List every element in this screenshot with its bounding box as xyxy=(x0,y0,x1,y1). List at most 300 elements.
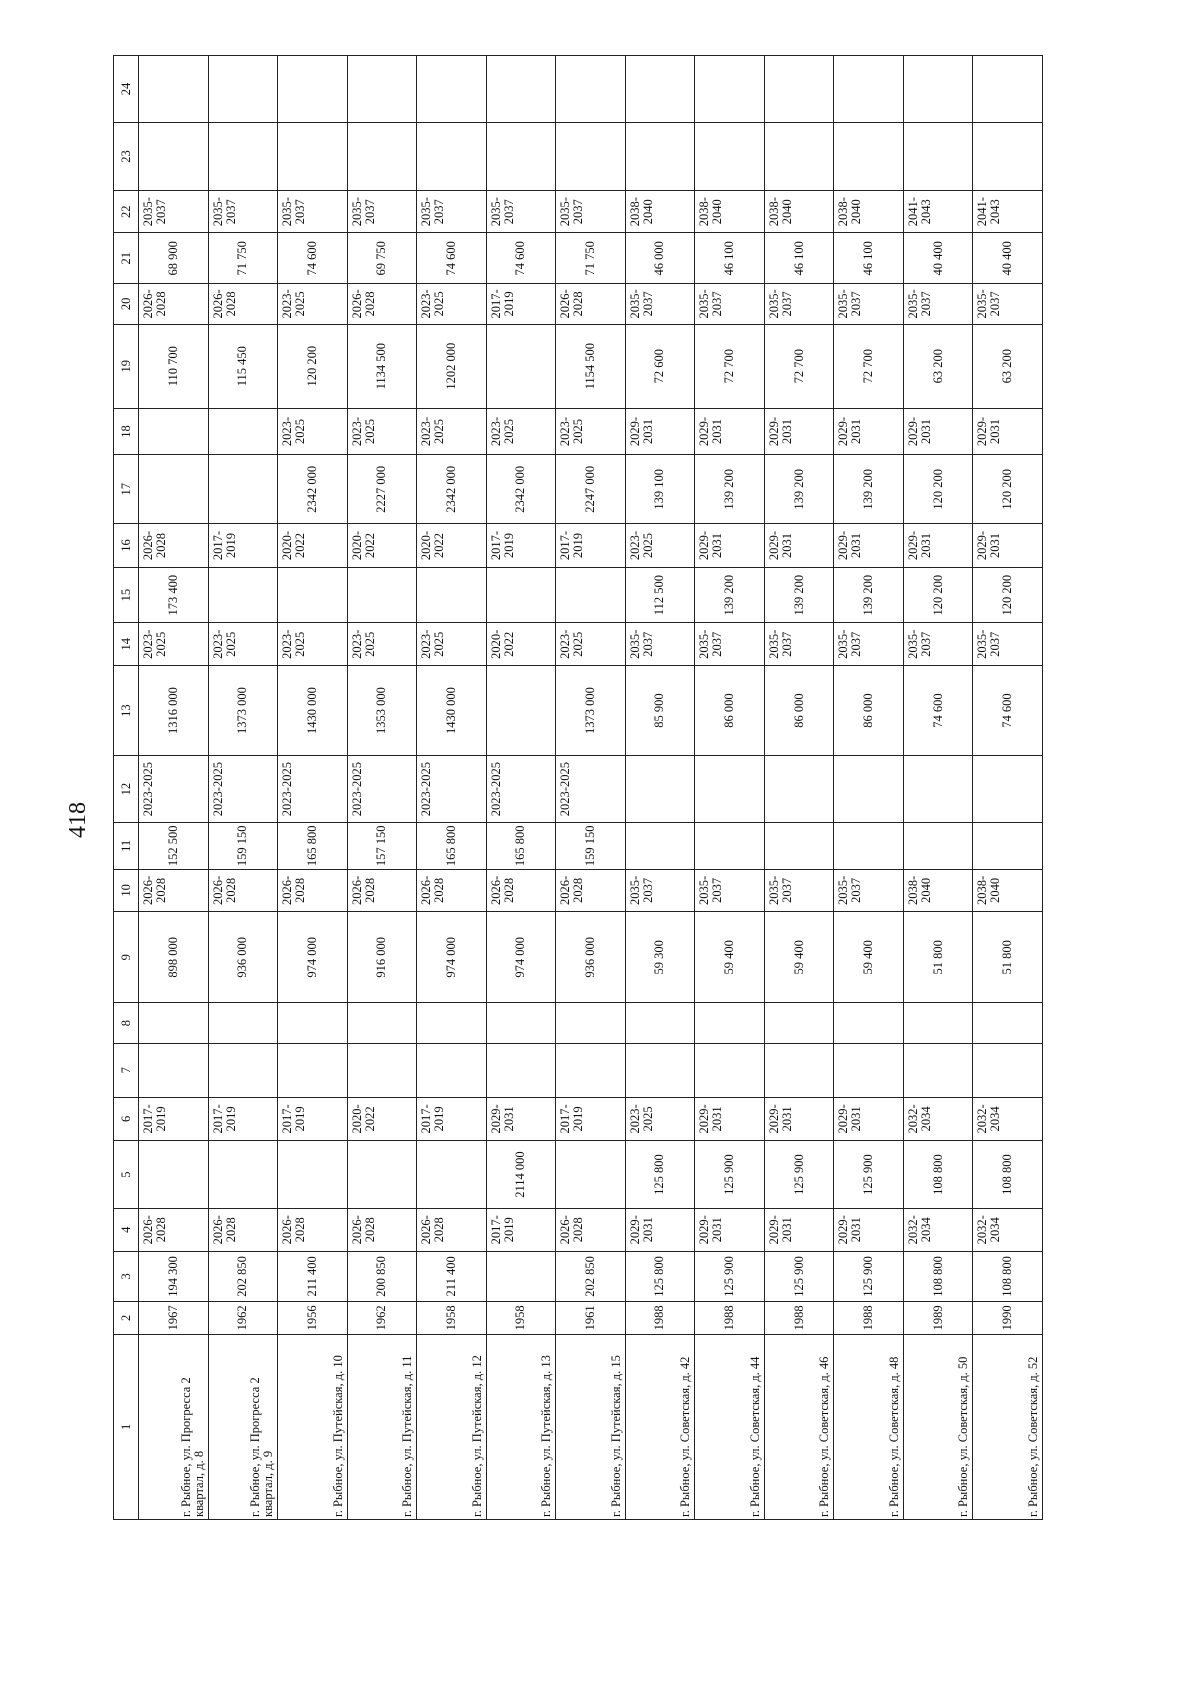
cell-col-6: 2020-2022 xyxy=(347,1097,417,1141)
column-number-2: 2 xyxy=(114,1302,139,1334)
cell-col-4: 2026-2028 xyxy=(347,1209,417,1252)
cell-col-17: 139 200 xyxy=(695,455,765,524)
cell-col-22: 2035-2037 xyxy=(208,190,278,233)
cell-col-12: 2023-2025 xyxy=(556,756,626,823)
cell-col-15: 112 500 xyxy=(625,567,695,623)
cell-col-3: 211 400 xyxy=(417,1251,487,1302)
column-number-3: 3 xyxy=(114,1251,139,1302)
cell-col-10: 2026-2028 xyxy=(278,869,348,912)
cell-col-10: 2035-2037 xyxy=(764,869,834,912)
cell-col-18: 2029-2031 xyxy=(834,408,904,455)
cell-col-24 xyxy=(625,56,695,123)
cell-col-5 xyxy=(278,1141,348,1209)
cell-col-3: 211 400 xyxy=(278,1251,348,1302)
cell-col-22: 2035-2037 xyxy=(417,190,487,233)
cell-col-4: 2032-2034 xyxy=(973,1209,1043,1252)
cell-col-23 xyxy=(834,123,904,191)
cell-col-18: 2029-2031 xyxy=(625,408,695,455)
cell-col-13: 74 600 xyxy=(973,666,1043,756)
cell-col-6: 2029-2031 xyxy=(486,1097,556,1141)
cell-col-16: 2029-2031 xyxy=(903,524,973,568)
cell-col-8 xyxy=(903,1003,973,1044)
cell-col-5: 125 800 xyxy=(625,1141,695,1209)
cell-col-2: 1956 xyxy=(278,1302,348,1334)
cell-col-6: 2029-2031 xyxy=(834,1097,904,1141)
cell-col-21: 46 100 xyxy=(834,233,904,284)
cell-col-6: 2017-2019 xyxy=(278,1097,348,1141)
cell-col-21: 74 600 xyxy=(417,233,487,284)
cell-col-5 xyxy=(417,1141,487,1209)
cell-col-9: 936 000 xyxy=(208,912,278,1003)
cell-col-7 xyxy=(556,1043,626,1097)
cell-col-17: 2342 000 xyxy=(486,455,556,524)
cell-col-11: 165 800 xyxy=(486,823,556,870)
cell-col-12: 2023-2025 xyxy=(486,756,556,823)
cell-col-20: 2026-2028 xyxy=(347,284,417,325)
cell-col-5: 108 800 xyxy=(973,1141,1043,1209)
cell-col-21: 40 400 xyxy=(973,233,1043,284)
cell-col-21: 46 000 xyxy=(625,233,695,284)
cell-col-12: 2023-2025 xyxy=(139,756,209,823)
cell-col-23 xyxy=(903,123,973,191)
cell-col-15: 120 200 xyxy=(903,567,973,623)
cell-col-2: 1990 xyxy=(973,1302,1043,1334)
cell-col-21: 46 100 xyxy=(695,233,765,284)
cell-col-24 xyxy=(417,56,487,123)
cell-col-5: 108 800 xyxy=(903,1141,973,1209)
table-row xyxy=(903,56,973,1520)
cell-col-18 xyxy=(208,408,278,455)
repair-schedule-table xyxy=(113,55,1043,1520)
cell-col-14: 2023-2025 xyxy=(208,623,278,666)
column-number-20: 20 xyxy=(114,284,139,325)
cell-col-6: 2029-2031 xyxy=(764,1097,834,1141)
cell-col-2: 1988 xyxy=(764,1302,834,1334)
rotated-table-wrapper xyxy=(113,55,1043,1520)
cell-col-3: 200 850 xyxy=(347,1251,417,1302)
cell-col-13: 1316 000 xyxy=(139,666,209,756)
column-number-19: 19 xyxy=(114,324,139,408)
cell-col-7 xyxy=(486,1043,556,1097)
cell-col-16: 2017-2019 xyxy=(486,524,556,568)
cell-col-11 xyxy=(903,823,973,870)
cell-col-20: 2035-2037 xyxy=(695,284,765,325)
cell-col-16: 2029-2031 xyxy=(695,524,765,568)
cell-col-13: 86 000 xyxy=(764,666,834,756)
cell-col-22: 2041-2043 xyxy=(973,190,1043,233)
cell-col-11: 165 800 xyxy=(278,823,348,870)
cell-col-4: 2026-2028 xyxy=(208,1209,278,1252)
cell-col-19: 63 200 xyxy=(973,324,1043,408)
cell-col-6: 2017-2019 xyxy=(208,1097,278,1141)
column-number-23: 23 xyxy=(114,123,139,191)
cell-col-3: 108 800 xyxy=(973,1251,1043,1302)
cell-col-15 xyxy=(486,567,556,623)
column-number-21: 21 xyxy=(114,233,139,284)
cell-col-7 xyxy=(764,1043,834,1097)
cell-col-2: 1962 xyxy=(347,1302,417,1334)
cell-col-3: 125 800 xyxy=(625,1251,695,1302)
cell-col-5: 2114 000 xyxy=(486,1141,556,1209)
cell-col-23 xyxy=(486,123,556,191)
cell-col-20: 2026-2028 xyxy=(208,284,278,325)
table-row xyxy=(695,56,765,1520)
page-number: 418 xyxy=(65,802,91,838)
cell-col-9: 59 400 xyxy=(834,912,904,1003)
cell-col-9: 916 000 xyxy=(347,912,417,1003)
cell-col-17: 2227 000 xyxy=(347,455,417,524)
cell-col-20: 2023-2025 xyxy=(417,284,487,325)
cell-col-7 xyxy=(278,1043,348,1097)
cell-col-21: 74 600 xyxy=(278,233,348,284)
cell-col-19 xyxy=(486,324,556,408)
cell-col-17: 120 200 xyxy=(973,455,1043,524)
address-cell: г. Рыбное, ул. Советская, д. 52 xyxy=(973,1334,1043,1519)
cell-col-8 xyxy=(973,1003,1043,1044)
cell-col-24 xyxy=(556,56,626,123)
cell-col-19: 63 200 xyxy=(903,324,973,408)
cell-col-7 xyxy=(695,1043,765,1097)
cell-col-15 xyxy=(347,567,417,623)
cell-col-4: 2017-2019 xyxy=(486,1209,556,1252)
cell-col-18 xyxy=(139,408,209,455)
cell-col-8 xyxy=(347,1003,417,1044)
cell-col-4: 2026-2028 xyxy=(139,1209,209,1252)
cell-col-8 xyxy=(208,1003,278,1044)
cell-col-22: 2035-2037 xyxy=(486,190,556,233)
table-row xyxy=(834,56,904,1520)
cell-col-9: 936 000 xyxy=(556,912,626,1003)
cell-col-23 xyxy=(278,123,348,191)
cell-col-5 xyxy=(556,1141,626,1209)
cell-col-4: 2029-2031 xyxy=(625,1209,695,1252)
cell-col-15: 139 200 xyxy=(695,567,765,623)
address-cell: г. Рыбное, ул. Советская, д. 50 xyxy=(903,1334,973,1519)
table-row xyxy=(139,56,209,1520)
cell-col-22: 2038-2040 xyxy=(695,190,765,233)
table-row xyxy=(764,56,834,1520)
cell-col-19: 72 700 xyxy=(695,324,765,408)
cell-col-8 xyxy=(764,1003,834,1044)
cell-col-17: 139 100 xyxy=(625,455,695,524)
cell-col-12 xyxy=(695,756,765,823)
column-number-7: 7 xyxy=(114,1043,139,1097)
table-row xyxy=(278,56,348,1520)
cell-col-2: 1958 xyxy=(417,1302,487,1334)
cell-col-9: 974 000 xyxy=(417,912,487,1003)
cell-col-2: 1988 xyxy=(625,1302,695,1334)
address-cell: г. Рыбное, ул. Путейская, д. 11 xyxy=(347,1334,417,1519)
cell-col-17 xyxy=(139,455,209,524)
table-row xyxy=(973,56,1043,1520)
address-cell: г. Рыбное, ул. Прогресса 2 квартал, д. 9 xyxy=(208,1334,278,1519)
cell-col-15: 173 400 xyxy=(139,567,209,623)
cell-col-17: 139 200 xyxy=(834,455,904,524)
cell-col-7 xyxy=(417,1043,487,1097)
cell-col-20: 2035-2037 xyxy=(903,284,973,325)
cell-col-10: 2026-2028 xyxy=(139,869,209,912)
cell-col-2: 1962 xyxy=(208,1302,278,1334)
cell-col-14: 2035-2037 xyxy=(834,623,904,666)
cell-col-10: 2026-2028 xyxy=(347,869,417,912)
cell-col-23 xyxy=(139,123,209,191)
column-number-4: 4 xyxy=(114,1209,139,1252)
cell-col-8 xyxy=(486,1003,556,1044)
cell-col-15: 139 200 xyxy=(834,567,904,623)
cell-col-24 xyxy=(764,56,834,123)
cell-col-6: 2017-2019 xyxy=(139,1097,209,1141)
address-cell: г. Рыбное, ул. Советская, д. 46 xyxy=(764,1334,834,1519)
address-cell: г. Рыбное, ул. Путейская, д. 10 xyxy=(278,1334,348,1519)
cell-col-11: 165 800 xyxy=(417,823,487,870)
cell-col-3 xyxy=(486,1251,556,1302)
cell-col-18: 2029-2031 xyxy=(695,408,765,455)
cell-col-19: 1134 500 xyxy=(347,324,417,408)
cell-col-8 xyxy=(625,1003,695,1044)
cell-col-16: 2017-2019 xyxy=(556,524,626,568)
cell-col-17: 2342 000 xyxy=(417,455,487,524)
cell-col-23 xyxy=(973,123,1043,191)
column-number-row xyxy=(114,56,139,1520)
cell-col-3: 125 900 xyxy=(764,1251,834,1302)
address-cell: г. Рыбное, ул. Путейская, д. 15 xyxy=(556,1334,626,1519)
address-cell: г. Рыбное, ул. Прогресса 2 квартал, д. 8 xyxy=(139,1334,209,1519)
cell-col-21: 40 400 xyxy=(903,233,973,284)
cell-col-17: 139 200 xyxy=(764,455,834,524)
cell-col-4: 2026-2028 xyxy=(278,1209,348,1252)
cell-col-17: 2247 000 xyxy=(556,455,626,524)
cell-col-7 xyxy=(625,1043,695,1097)
cell-col-15 xyxy=(208,567,278,623)
cell-col-3: 202 850 xyxy=(208,1251,278,1302)
cell-col-13: 86 000 xyxy=(695,666,765,756)
cell-col-14: 2035-2037 xyxy=(973,623,1043,666)
cell-col-22: 2038-2040 xyxy=(764,190,834,233)
column-number-18: 18 xyxy=(114,408,139,455)
cell-col-8 xyxy=(556,1003,626,1044)
cell-col-10: 2026-2028 xyxy=(208,869,278,912)
cell-col-2: 1988 xyxy=(695,1302,765,1334)
cell-col-24 xyxy=(834,56,904,123)
cell-col-12 xyxy=(903,756,973,823)
column-number-8: 8 xyxy=(114,1003,139,1044)
column-number-9: 9 xyxy=(114,912,139,1003)
cell-col-10: 2038-2040 xyxy=(973,869,1043,912)
cell-col-10: 2026-2028 xyxy=(556,869,626,912)
cell-col-22: 2035-2037 xyxy=(556,190,626,233)
cell-col-22: 2038-2040 xyxy=(834,190,904,233)
cell-col-12: 2023-2025 xyxy=(417,756,487,823)
cell-col-18: 2029-2031 xyxy=(764,408,834,455)
cell-col-14: 2023-2025 xyxy=(347,623,417,666)
cell-col-24 xyxy=(139,56,209,123)
cell-col-18: 2023-2025 xyxy=(556,408,626,455)
cell-col-13: 85 900 xyxy=(625,666,695,756)
cell-col-13 xyxy=(486,666,556,756)
cell-col-9: 59 400 xyxy=(695,912,765,1003)
cell-col-15 xyxy=(556,567,626,623)
table-body xyxy=(139,56,1043,1520)
table-row xyxy=(556,56,626,1520)
cell-col-16: 2029-2031 xyxy=(764,524,834,568)
cell-col-10: 2035-2037 xyxy=(695,869,765,912)
cell-col-13: 1430 000 xyxy=(417,666,487,756)
cell-col-4: 2029-2031 xyxy=(764,1209,834,1252)
cell-col-9: 898 000 xyxy=(139,912,209,1003)
cell-col-24 xyxy=(278,56,348,123)
column-number-6: 6 xyxy=(114,1097,139,1141)
cell-col-21: 46 100 xyxy=(764,233,834,284)
cell-col-12: 2023-2025 xyxy=(278,756,348,823)
cell-col-18: 2029-2031 xyxy=(903,408,973,455)
cell-col-17: 2342 000 xyxy=(278,455,348,524)
cell-col-16: 2017-2019 xyxy=(208,524,278,568)
cell-col-14: 2035-2037 xyxy=(625,623,695,666)
cell-col-7 xyxy=(973,1043,1043,1097)
cell-col-20: 2017-2019 xyxy=(486,284,556,325)
cell-col-23 xyxy=(764,123,834,191)
table-row xyxy=(208,56,278,1520)
cell-col-6: 2017-2019 xyxy=(417,1097,487,1141)
cell-col-11: 152 500 xyxy=(139,823,209,870)
cell-col-21: 68 900 xyxy=(139,233,209,284)
column-number-5: 5 xyxy=(114,1141,139,1209)
cell-col-12 xyxy=(973,756,1043,823)
cell-col-13: 1430 000 xyxy=(278,666,348,756)
table-row xyxy=(486,56,556,1520)
cell-col-4: 2032-2034 xyxy=(903,1209,973,1252)
cell-col-18: 2023-2025 xyxy=(417,408,487,455)
cell-col-15 xyxy=(278,567,348,623)
cell-col-14: 2023-2025 xyxy=(278,623,348,666)
cell-col-10: 2026-2028 xyxy=(486,869,556,912)
cell-col-12: 2023-2025 xyxy=(208,756,278,823)
column-number-16: 16 xyxy=(114,524,139,568)
cell-col-6: 2017-2019 xyxy=(556,1097,626,1141)
cell-col-12 xyxy=(625,756,695,823)
cell-col-22: 2041-2043 xyxy=(903,190,973,233)
address-cell: г. Рыбное, ул. Путейская, д. 12 xyxy=(417,1334,487,1519)
cell-col-22: 2035-2037 xyxy=(278,190,348,233)
column-number-11: 11 xyxy=(114,823,139,870)
cell-col-3: 125 900 xyxy=(834,1251,904,1302)
cell-col-14: 2035-2037 xyxy=(903,623,973,666)
cell-col-23 xyxy=(695,123,765,191)
cell-col-12 xyxy=(764,756,834,823)
cell-col-5 xyxy=(208,1141,278,1209)
cell-col-7 xyxy=(834,1043,904,1097)
cell-col-19: 120 200 xyxy=(278,324,348,408)
column-number-22: 22 xyxy=(114,190,139,233)
cell-col-9: 51 800 xyxy=(903,912,973,1003)
cell-col-11: 157 150 xyxy=(347,823,417,870)
address-cell: г. Рыбное, ул. Советская, д. 48 xyxy=(834,1334,904,1519)
cell-col-6: 2023-2025 xyxy=(625,1097,695,1141)
cell-col-21: 71 750 xyxy=(556,233,626,284)
cell-col-20: 2035-2037 xyxy=(834,284,904,325)
cell-col-21: 74 600 xyxy=(486,233,556,284)
cell-col-18: 2023-2025 xyxy=(278,408,348,455)
cell-col-5: 125 900 xyxy=(764,1141,834,1209)
cell-col-23 xyxy=(625,123,695,191)
cell-col-16: 2023-2025 xyxy=(625,524,695,568)
column-number-1: 1 xyxy=(114,1334,139,1519)
cell-col-23 xyxy=(556,123,626,191)
cell-col-3: 125 900 xyxy=(695,1251,765,1302)
column-number-17: 17 xyxy=(114,455,139,524)
cell-col-9: 974 000 xyxy=(486,912,556,1003)
cell-col-16: 2020-2022 xyxy=(347,524,417,568)
cell-col-19: 110 700 xyxy=(139,324,209,408)
cell-col-8 xyxy=(417,1003,487,1044)
cell-col-24 xyxy=(695,56,765,123)
cell-col-6: 2032-2034 xyxy=(973,1097,1043,1141)
cell-col-20: 2035-2037 xyxy=(625,284,695,325)
address-cell: г. Рыбное, ул. Советская, д. 44 xyxy=(695,1334,765,1519)
cell-col-19: 72 700 xyxy=(764,324,834,408)
cell-col-24 xyxy=(208,56,278,123)
cell-col-4: 2026-2028 xyxy=(417,1209,487,1252)
cell-col-18: 2023-2025 xyxy=(347,408,417,455)
table-row xyxy=(347,56,417,1520)
cell-col-20: 2026-2028 xyxy=(556,284,626,325)
cell-col-6: 2032-2034 xyxy=(903,1097,973,1141)
cell-col-19: 72 600 xyxy=(625,324,695,408)
cell-col-15: 139 200 xyxy=(764,567,834,623)
cell-col-19: 115 450 xyxy=(208,324,278,408)
column-number-24: 24 xyxy=(114,56,139,123)
cell-col-14: 2035-2037 xyxy=(695,623,765,666)
cell-col-20: 2023-2025 xyxy=(278,284,348,325)
cell-col-6: 2029-2031 xyxy=(695,1097,765,1141)
cell-col-11 xyxy=(764,823,834,870)
column-number-10: 10 xyxy=(114,869,139,912)
column-number-14: 14 xyxy=(114,623,139,666)
cell-col-24 xyxy=(486,56,556,123)
cell-col-10: 2038-2040 xyxy=(903,869,973,912)
cell-col-16: 2029-2031 xyxy=(834,524,904,568)
cell-col-8 xyxy=(139,1003,209,1044)
cell-col-13: 1373 000 xyxy=(556,666,626,756)
cell-col-2: 1988 xyxy=(834,1302,904,1334)
cell-col-10: 2035-2037 xyxy=(834,869,904,912)
cell-col-14: 2023-2025 xyxy=(417,623,487,666)
cell-col-14: 2023-2025 xyxy=(556,623,626,666)
cell-col-15 xyxy=(417,567,487,623)
cell-col-20: 2026-2028 xyxy=(139,284,209,325)
cell-col-24 xyxy=(347,56,417,123)
cell-col-18: 2023-2025 xyxy=(486,408,556,455)
cell-col-16: 2020-2022 xyxy=(417,524,487,568)
cell-col-2: 1989 xyxy=(903,1302,973,1334)
table-row xyxy=(625,56,695,1520)
cell-col-24 xyxy=(973,56,1043,123)
cell-col-16: 2029-2031 xyxy=(973,524,1043,568)
table-row xyxy=(417,56,487,1520)
cell-col-14: 2035-2037 xyxy=(764,623,834,666)
cell-col-16: 2026-2028 xyxy=(139,524,209,568)
cell-col-23 xyxy=(208,123,278,191)
cell-col-7 xyxy=(139,1043,209,1097)
column-number-12: 12 xyxy=(114,756,139,823)
cell-col-5: 125 900 xyxy=(834,1141,904,1209)
address-cell: г. Рыбное, ул. Советская, д. 42 xyxy=(625,1334,695,1519)
cell-col-4: 2026-2028 xyxy=(556,1209,626,1252)
cell-col-2: 1958 xyxy=(486,1302,556,1334)
cell-col-9: 51 800 xyxy=(973,912,1043,1003)
cell-col-5 xyxy=(347,1141,417,1209)
cell-col-22: 2038-2040 xyxy=(625,190,695,233)
